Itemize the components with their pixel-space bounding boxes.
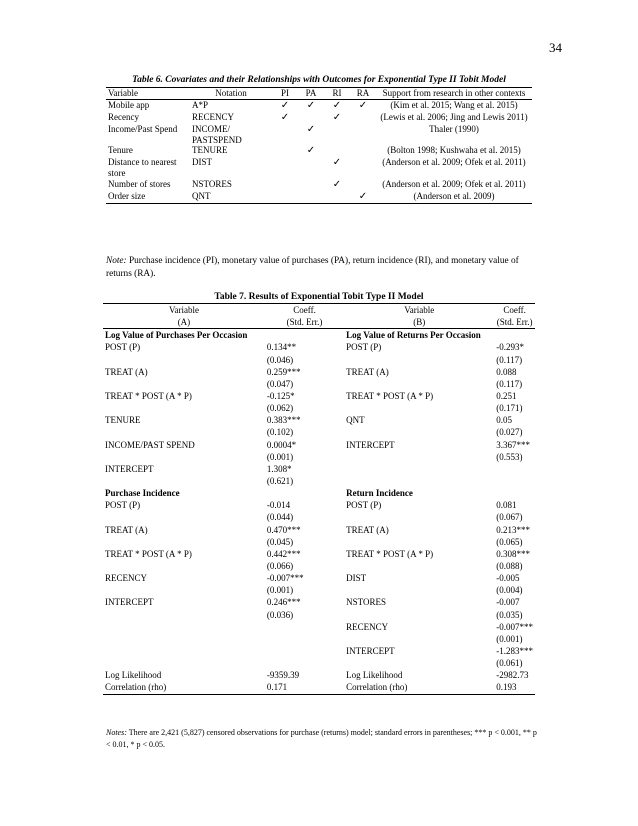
check-icon <box>298 112 324 124</box>
coeff-a <box>265 439 344 463</box>
check-icon: ✓ <box>306 99 316 111</box>
check-icon: ✓ <box>280 111 290 123</box>
coef-value: -0.014 <box>266 500 291 511</box>
check-icon <box>350 145 376 157</box>
table7 <box>103 303 535 695</box>
check-icon: ✓ <box>306 145 316 157</box>
coef-value: -0.293* <box>496 342 524 353</box>
coef-value: 1.308* <box>266 463 292 474</box>
variable-b <box>344 463 494 487</box>
table6-header-support: Support from research in other contexts <box>376 88 532 100</box>
coeff-a <box>265 463 344 487</box>
std-err: (0.046) <box>266 354 294 365</box>
check-icon: ✓ <box>332 178 342 190</box>
fit-label-a: Correlation (rho) <box>103 681 265 694</box>
coeff-b <box>494 499 535 523</box>
std-err: (0.045) <box>266 536 294 547</box>
table6-cell-variable: Tenure <box>108 145 133 156</box>
table7-row <box>103 596 535 620</box>
check-icon <box>272 124 298 146</box>
std-err: (0.047) <box>266 378 294 389</box>
coef-value: -0.005 <box>496 573 520 584</box>
coef-value: 0.470*** <box>266 524 301 535</box>
std-err: (0.001) <box>266 451 294 462</box>
table7-row <box>103 414 535 438</box>
table6-header-ri: RI <box>324 88 350 100</box>
table6-row <box>106 191 532 204</box>
variable-a: TREAT * POST (A * P) <box>105 548 192 559</box>
coef-value: 0.081 <box>496 500 517 511</box>
table6-cell-support: Thaler (1990) <box>429 123 479 134</box>
table6-cell-support: (Anderson et al. 2009; Ofek et al. 2011) <box>382 157 526 168</box>
std-err: (0.102) <box>266 427 294 438</box>
table6-cell-variable: Number of stores <box>108 178 171 189</box>
empty-cell <box>494 487 535 499</box>
variable-b: RECENCY <box>346 621 389 632</box>
table7-fit-row <box>103 681 535 694</box>
table7-notes-label: Notes: <box>106 728 127 737</box>
variable-a: POST (P) <box>105 500 141 511</box>
coeff-a <box>265 524 344 548</box>
check-icon <box>324 145 350 157</box>
table7-title: Table 7. Results of Exponential Tobit Type II Model <box>214 292 424 302</box>
check-icon: ✓ <box>332 157 342 169</box>
check-icon: ✓ <box>280 99 290 111</box>
variable-a: TREAT (A) <box>105 366 148 377</box>
table7-row <box>103 524 535 548</box>
variable-a: TREAT * POST (A * P) <box>105 390 192 401</box>
header-label: Coeff. <box>503 305 526 315</box>
std-err: (0.001) <box>266 585 294 596</box>
table6-cell-notation: DIST <box>192 157 212 168</box>
table6-header-pa: PA <box>298 88 324 100</box>
coeff-b <box>494 414 535 438</box>
table7-header-row <box>103 304 535 329</box>
check-icon <box>350 157 376 179</box>
table7-notes-text: There are 2,421 (5,827) censored observations for purchase (returns) model; standard errors in parentheses; *** p < 0.001, ** p < 0.01, * p < 0.05. <box>106 728 537 749</box>
coef-value: 0.246*** <box>266 597 301 608</box>
std-err: (0.067) <box>496 512 523 523</box>
std-err: (0.036) <box>266 609 294 620</box>
empty-cell <box>265 329 344 342</box>
table7-row <box>103 439 535 463</box>
coeff-b <box>494 596 535 620</box>
table7-fit-row <box>103 669 535 681</box>
std-err: (0.117) <box>496 378 523 389</box>
fit-value-b: 0.193 <box>494 681 535 694</box>
std-err: (0.062) <box>266 403 294 414</box>
table6-cell-notation: A*P <box>192 99 209 110</box>
variable-b: POST (P) <box>346 342 382 353</box>
coeff-b <box>494 524 535 548</box>
section-label-b: Log Value of Returns Per Occasion <box>346 330 481 341</box>
coeff-a <box>265 366 344 390</box>
std-err: (0.066) <box>266 560 294 571</box>
empty-cell <box>265 487 344 499</box>
variable-b: INTERCEPT <box>346 439 395 450</box>
table6 <box>106 87 532 204</box>
section-label-b: Return Incidence <box>346 488 413 499</box>
table6-note-label: Note: <box>106 256 127 266</box>
check-icon <box>272 179 298 191</box>
table7-row <box>103 645 535 669</box>
coef-value: 0.308*** <box>496 548 530 559</box>
table6-title: Table 6. Covariates and their Relationships with Outcomes for Exponential Type II Tobit Model <box>132 75 506 85</box>
table7-section-row <box>103 329 535 342</box>
check-icon <box>350 179 376 191</box>
coef-value: 0.383*** <box>266 415 301 426</box>
table6-note-text: Purchase incidence (PI), monetary value of purchases (PA), return incidence (RI), and monetary value of returns (RA). <box>106 256 519 280</box>
page-number: 34 <box>549 40 562 55</box>
table6-header-ra: RA <box>350 88 376 100</box>
table7-section-row <box>103 487 535 499</box>
fit-label-b: Log Likelihood <box>346 670 403 681</box>
fit-value-b: -2982.73 <box>496 670 529 681</box>
coef-value: 3.367*** <box>496 439 530 450</box>
std-err: (0.027) <box>496 427 523 438</box>
check-icon <box>272 191 298 204</box>
variable-a: INCOME/PAST SPEND <box>105 439 195 450</box>
coeff-a <box>265 596 344 620</box>
std-err: (0.035) <box>496 609 523 620</box>
coef-value: -1.283*** <box>496 645 533 656</box>
table7-notes <box>106 727 538 751</box>
coeff-a <box>265 390 344 414</box>
check-icon <box>298 157 324 179</box>
check-icon: ✓ <box>358 99 368 111</box>
header-sublabel: (A) <box>177 317 191 328</box>
std-err: (0.004) <box>496 585 523 596</box>
table7-body <box>103 329 535 694</box>
coeff-a <box>265 548 344 572</box>
coeff-b <box>494 366 535 390</box>
coef-value: 0.0004* <box>266 439 297 450</box>
std-err: (0.621) <box>266 475 294 486</box>
coeff-b <box>494 439 535 463</box>
coeff-b <box>494 548 535 572</box>
coef-value: 0.088 <box>496 366 517 377</box>
coeff-b <box>494 621 535 645</box>
table7-header-variable-b <box>344 304 494 329</box>
table7-row <box>103 548 535 572</box>
table6-note <box>106 255 532 282</box>
table6-cell-variable: Distance to nearest store <box>108 157 177 179</box>
table6-cell-support: (Anderson et al. 2009) <box>376 191 532 204</box>
table7-row <box>103 366 535 390</box>
check-icon <box>350 112 376 124</box>
table6-cell-support: (Lewis et al. 2006; Jing and Lewis 2011) <box>380 111 528 122</box>
table6-row <box>106 99 532 112</box>
table7-row <box>103 572 535 596</box>
coeff-b <box>494 645 535 669</box>
table6-cell-support: (Bolton 1998; Kushwaha et al. 2015) <box>387 145 521 156</box>
empty-cell <box>494 329 535 342</box>
table6-cell-variable: Recency <box>108 111 139 122</box>
header-label: Variable <box>168 305 199 315</box>
table6-cell-variable: Income/Past Spend <box>108 123 178 134</box>
table7-row <box>103 341 535 365</box>
coef-value: 0.442*** <box>266 548 301 559</box>
std-err: (0.553) <box>496 451 523 462</box>
coeff-b <box>494 341 535 365</box>
table6-row <box>106 179 532 191</box>
table6-cell-variable: Mobile app <box>108 99 150 110</box>
coeff-b <box>494 390 535 414</box>
section-label-a: Purchase Incidence <box>105 488 180 499</box>
coeff-a <box>265 414 344 438</box>
variable-b: NSTORES <box>346 597 387 608</box>
table6-header-pi: PI <box>272 88 298 100</box>
table6-header-variable: Variable <box>106 88 190 100</box>
table7-header-coeff-b <box>494 304 535 329</box>
fit-label-a: Log Likelihood <box>105 670 162 681</box>
header-sublabel: (Std. Err.) <box>286 317 323 328</box>
coef-value: 0.251 <box>496 390 517 401</box>
coeff-a <box>265 341 344 365</box>
table6-cell-notation: NSTORES <box>192 178 232 189</box>
table6-cell-notation: INCOME/ PASTSPEND <box>192 123 242 145</box>
fit-label-b: Correlation (rho) <box>344 681 494 694</box>
coeff-a <box>265 572 344 596</box>
coef-value: -0.125* <box>266 390 295 401</box>
check-icon: ✓ <box>306 123 316 135</box>
table6-header-notation: Notation <box>190 88 272 100</box>
table7-header-coeff-a <box>265 304 344 329</box>
table6-cell-notation: QNT <box>190 191 272 204</box>
check-icon: ✓ <box>332 111 342 123</box>
table7-row <box>103 463 535 487</box>
check-icon <box>298 191 324 204</box>
table7-row <box>103 621 535 645</box>
table6-cell-support: (Kim et al. 2015; Wang et al. 2015) <box>390 99 518 110</box>
std-err: (0.001) <box>496 633 523 644</box>
coeff-a <box>265 499 344 523</box>
std-err: (0.117) <box>496 354 523 365</box>
check-icon <box>324 124 350 146</box>
table6-cell-support: (Anderson et al. 2009; Ofek et al. 2011) <box>382 178 526 189</box>
variable-b: INTERCEPT <box>346 645 395 656</box>
variable-a: INTERCEPT <box>105 597 154 608</box>
coeff-b <box>494 463 535 487</box>
coef-value: -0.007 <box>496 597 520 608</box>
variable-a <box>103 645 265 669</box>
variable-b: POST (P) <box>346 500 382 511</box>
coeff-a <box>265 621 344 645</box>
table6-cell-notation: TENURE <box>192 145 228 156</box>
table7-header-variable-a <box>103 304 265 329</box>
check-icon: ✓ <box>332 99 342 111</box>
variable-b: DIST <box>346 573 367 584</box>
section-label-a: Log Value of Purchases Per Occasion <box>105 330 248 341</box>
coef-value: 0.05 <box>496 415 512 426</box>
variable-b: TREAT (A) <box>346 524 389 535</box>
table6-row <box>106 112 532 124</box>
coef-value: -0.007*** <box>496 621 533 632</box>
coef-value: 0.259*** <box>266 366 301 377</box>
header-label: Coeff. <box>293 305 316 315</box>
variable-b: TREAT (A) <box>346 366 389 377</box>
check-icon <box>272 145 298 157</box>
header-label: Variable <box>404 305 435 315</box>
coef-value: -0.007*** <box>266 573 304 584</box>
table6-header-row <box>106 88 532 100</box>
std-err: (0.065) <box>496 536 523 547</box>
std-err: (0.061) <box>496 658 523 669</box>
coeff-b <box>494 572 535 596</box>
variable-b: QNT <box>346 415 365 426</box>
table6-row <box>106 124 532 146</box>
table7-row <box>103 499 535 523</box>
fit-value-a: 0.171 <box>265 681 344 694</box>
check-icon <box>272 157 298 179</box>
check-icon <box>350 124 376 146</box>
check-icon: ✓ <box>350 191 376 204</box>
coeff-a <box>265 645 344 669</box>
variable-a: TREAT (A) <box>105 524 148 535</box>
header-sublabel: (Std. Err.) <box>496 317 533 328</box>
table7-row <box>103 390 535 414</box>
table6-cell-notation: RECENCY <box>192 111 235 122</box>
table6-row <box>106 157 532 179</box>
variable-a: POST (P) <box>105 342 141 353</box>
check-icon <box>324 191 350 204</box>
coef-value: 0.134** <box>266 342 297 353</box>
std-err: (0.088) <box>496 560 523 571</box>
table6-cell-variable: Order size <box>106 191 190 204</box>
std-err: (0.171) <box>496 403 523 414</box>
variable-b: TREAT * POST (A * P) <box>346 390 434 401</box>
check-icon <box>298 179 324 191</box>
coef-value: 0.213*** <box>496 524 530 535</box>
std-err: (0.044) <box>266 512 294 523</box>
variable-b: TREAT * POST (A * P) <box>346 548 434 559</box>
variable-a: TENURE <box>105 415 141 426</box>
variable-a: RECENCY <box>105 573 148 584</box>
fit-value-a: -9359.39 <box>266 670 300 681</box>
header-sublabel: (B) <box>413 317 426 328</box>
variable-a <box>103 621 265 645</box>
table6-row <box>106 145 532 157</box>
variable-a: INTERCEPT <box>105 463 154 474</box>
